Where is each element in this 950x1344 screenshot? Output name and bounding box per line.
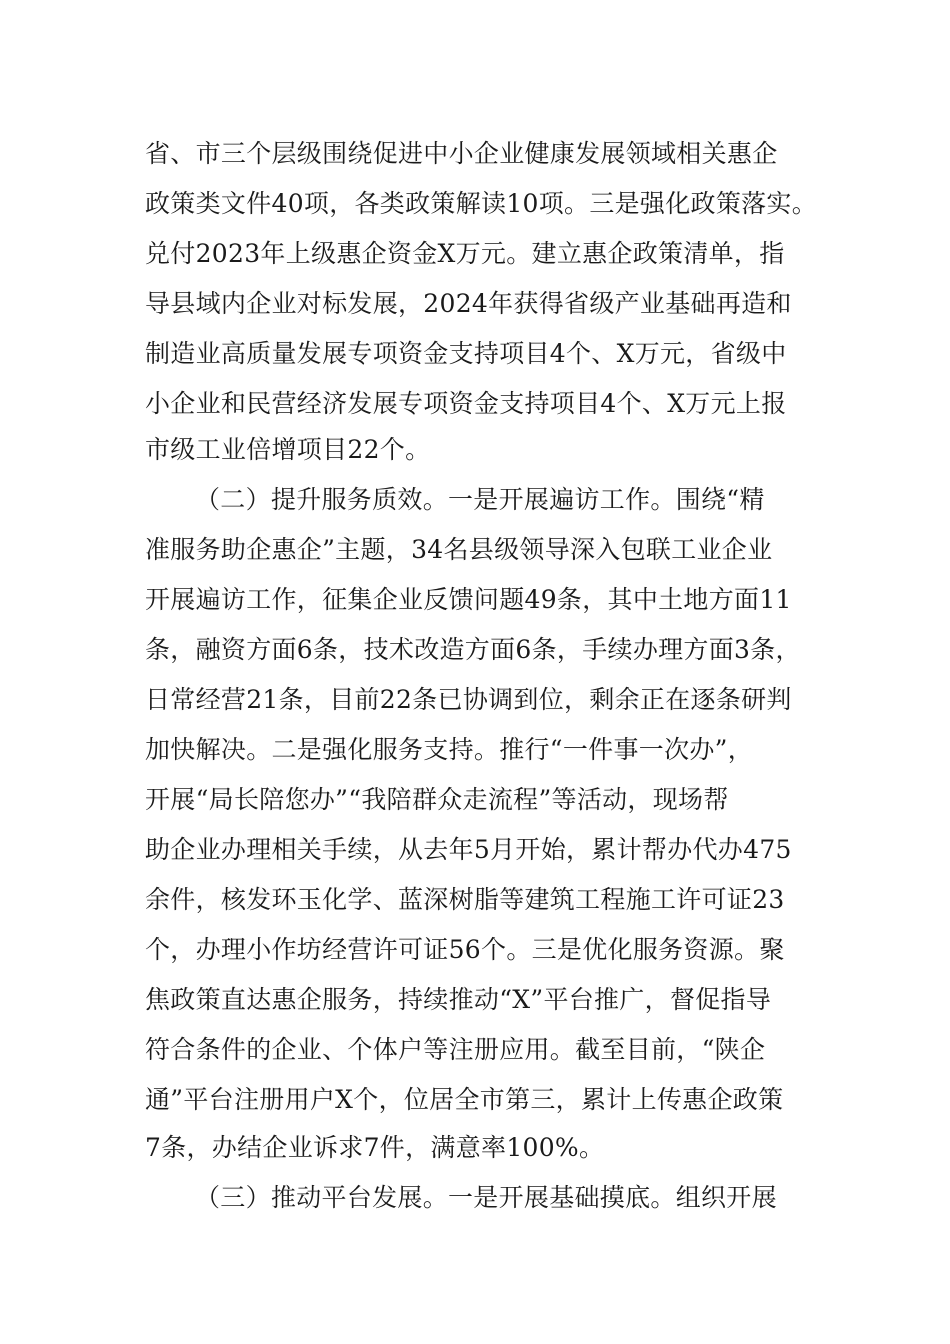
text-line: 条，融资方面6条，技术改造方面6条，手续办理方面3条， [145, 635, 801, 664]
text-line: 加快解决。二是强化服务支持。推行“一件事一次办”， [145, 735, 754, 764]
text-line: 焦政策直达惠企服务，持续推动“X”平台推广，督促指导 [145, 985, 772, 1014]
section-heading-line: （二）提升服务质效。一是开展遍访工作。围绕“精 [195, 485, 765, 514]
text-line: 开展遍访工作，征集企业反馈问题49条，其中土地方面11 [145, 585, 792, 614]
text-line: 助企业办理相关手续，从去年5月开始，累计帮办代办475 [145, 835, 792, 864]
section-heading-line: （三）推动平台发展。一是开展基础摸底。组织开展 [195, 1183, 777, 1212]
text-line: 政策类文件40项，各类政策解读10项。三是强化政策落实。 [145, 189, 818, 218]
text-line: 日常经营21条，目前22条已协调到位，剩余正在逐条研判 [145, 685, 792, 714]
text-line: 个，办理小作坊经营许可证56个。三是优化服务资源。聚 [145, 935, 785, 964]
text-line: 省、市三个层级围绕促进中小企业健康发展领域相关惠企 [145, 139, 778, 168]
text-line: 开展“局长陪您办”“我陪群众走流程”等活动，现场帮 [145, 785, 729, 814]
text-line: 余件，核发环玉化学、蓝深树脂等建筑工程施工许可证23 [145, 885, 785, 914]
text-line: 市级工业倍增项目22个。 [145, 435, 431, 464]
text-line: 通”平台注册用户X个，位居全市第三，累计上传惠企政策 [145, 1085, 784, 1114]
text-line: 导县域内企业对标发展，2024年获得省级产业基础再造和 [145, 289, 792, 318]
text-line: 制造业高质量发展专项资金支持项目4个、X万元，省级中 [145, 339, 787, 368]
text-line: 准服务助企惠企”主题，34名县级领导深入包联工业企业 [145, 535, 773, 564]
text-line: 小企业和民营经济发展专项资金支持项目4个、X万元上报 [145, 389, 787, 418]
text-line: 7条，办结企业诉求7件，满意率100%。 [145, 1133, 605, 1162]
text-line: 兑付2023年上级惠企资金X万元。建立惠企政策清单，指 [145, 239, 785, 268]
text-line: 符合条件的企业、个体户等注册应用。截至目前，“陕企 [145, 1035, 766, 1064]
